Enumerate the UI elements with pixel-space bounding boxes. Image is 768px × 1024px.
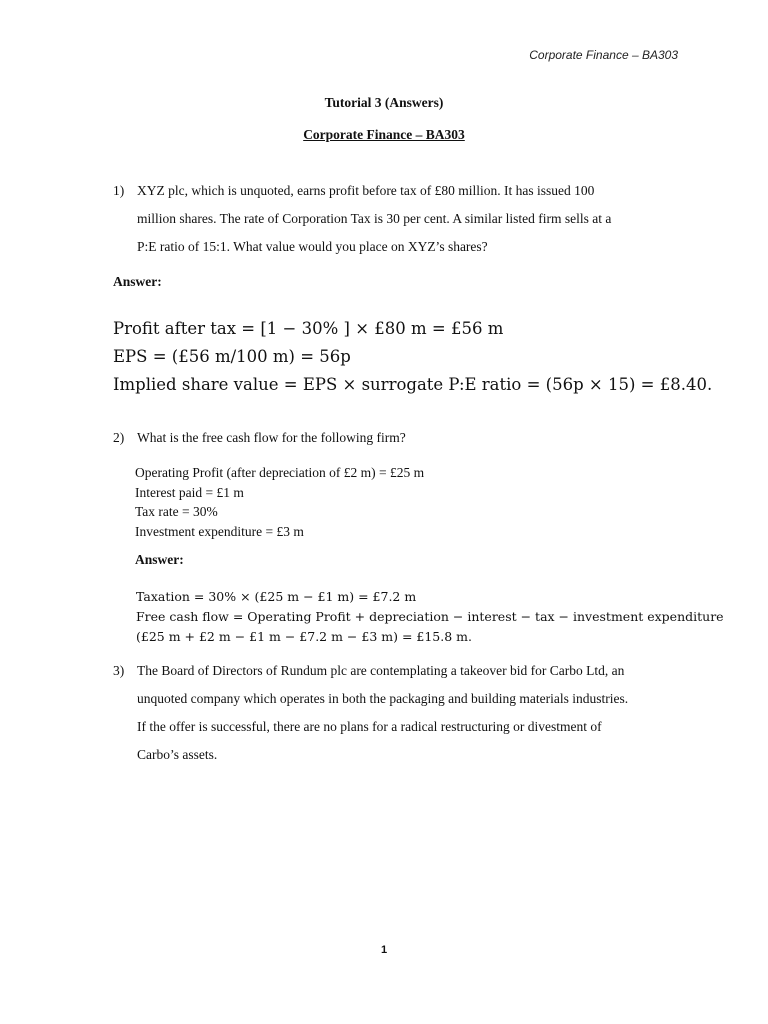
question-line: If the offer is successful, there are no plans for a radical restructuring or divestment of	[137, 719, 602, 734]
answer-label: Answer:	[113, 274, 162, 289]
question-1	[113, 177, 678, 261]
equation-line: (£25 m + £2 m − £1 m − £7.2 m − £3 m) = £15.8 m.	[136, 629, 472, 644]
question-number: 2)	[113, 430, 125, 445]
given-values	[135, 463, 424, 541]
question-text: What is the free cash flow for the following firm?	[137, 430, 406, 445]
tutorial-title: Tutorial 3 (Answers)	[324, 95, 444, 110]
equation-line: Taxation = 30% × (£25 m − £1 m) = £7.2 m	[136, 589, 417, 604]
given-line: Investment expenditure = £3 m	[135, 523, 304, 539]
given-line: Tax rate = 30%	[135, 504, 218, 519]
running-header: Corporate Finance – BA303	[529, 48, 678, 62]
question-line: P:E ratio of 15:1. What value would you place on XYZ’s shares?	[137, 239, 488, 254]
question-number: 3)	[113, 663, 125, 678]
question-2	[113, 424, 678, 452]
equation-line: Profit after tax = [1 − 30% ] × £80 m = £56 m	[113, 319, 504, 338]
page-number: 1	[380, 944, 388, 956]
equation-line: EPS = (£56 m/100 m) = 56p	[113, 347, 351, 366]
question-text	[137, 657, 678, 769]
answer-2-equations	[136, 587, 724, 647]
course-title: Corporate Finance – BA303	[303, 127, 465, 142]
question-line: million shares. The rate of Corporation Tax is 30 per cent. A similar listed firm sells at a	[137, 211, 612, 226]
question-text	[137, 177, 678, 261]
equation-line: Free cash flow = Operating Profit + depreciation − interest − tax − investment expenditure	[136, 609, 724, 624]
answer-1-equations	[113, 315, 712, 399]
question-line: XYZ plc, which is unquoted, earns profit before tax of £80 million. It has issued 100	[137, 183, 595, 198]
question-3	[113, 657, 678, 769]
question-line: The Board of Directors of Rundum plc are contemplating a takeover bid for Carbo Ltd, an	[137, 663, 625, 678]
equation-line: Implied share value = EPS × surrogate P:E ratio = (56p × 15) = £8.40.	[113, 375, 713, 394]
question-number: 1)	[113, 183, 125, 198]
question-line: Carbo’s assets.	[137, 747, 218, 762]
given-line: Operating Profit (after depreciation of £2 m) = £25 m	[135, 465, 425, 480]
answer-label: Answer:	[135, 552, 184, 567]
question-line: unquoted company which operates in both the packaging and building materials industries.	[137, 691, 629, 706]
given-line: Interest paid = £1 m	[135, 484, 244, 500]
